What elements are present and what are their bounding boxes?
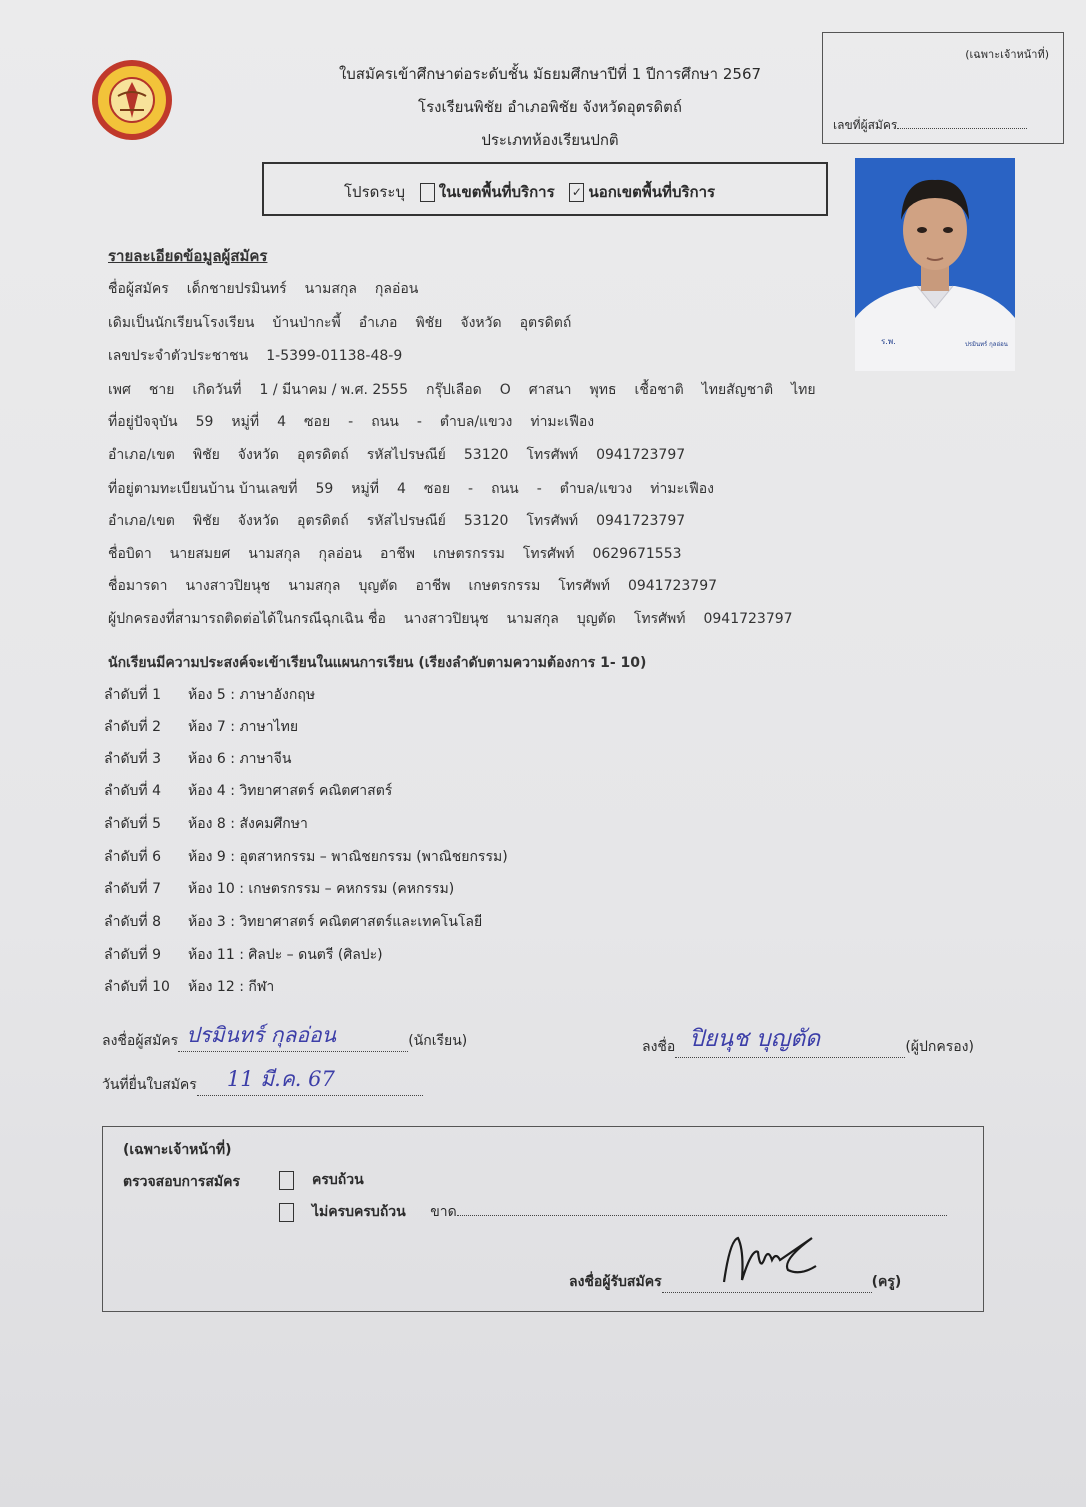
outside-area-label: นอกเขตพื้นที่บริการ: [588, 183, 716, 201]
preference-item: ลำดับที่ 8 ห้อง 3 : วิทยาศาสตร์ คณิตศาสตร์และเทคโนโลยี: [104, 914, 483, 930]
outside-area-checkbox[interactable]: ✓: [569, 183, 584, 202]
class-type: ประเภทห้องเรียนปกติ: [481, 131, 619, 149]
preference-item: ลำดับที่ 10 ห้อง 12 : กีฬา: [104, 979, 275, 995]
guardian-signature-suffix: (ผู้ปกครอง): [905, 1039, 974, 1055]
staff-use-title: (เฉพาะเจ้าหน้าที่): [123, 1142, 232, 1158]
row-personal-info: เพศ ชาย เกิดวันที่ 1 / มีนาคม / พ.ศ. 2555 กรุ๊ปเลือด O ศาสนา พุทธ เชื้อชาติ ไทยสัญชาติ ไทย: [108, 382, 816, 398]
row-mother: ชื่อมารดา นางสาวปิยนุช นามสกุล บุญตัด อาชีพ เกษตรกรรม โทรศัพท์ 0941723797: [108, 578, 718, 594]
form-title: ใบสมัครเข้าศึกษาต่อระดับชั้น มัธยมศึกษาปีที่ 1 ปีการศึกษา 2567: [338, 65, 762, 83]
school-logo: [88, 58, 176, 142]
guardian-handwritten-name: ปิยนุช บุญตัด: [689, 1026, 821, 1052]
staff-use-box: [102, 1126, 984, 1312]
applicant-handwritten-name: ปรมินทร์ กุลอ่อน: [186, 1023, 336, 1047]
receiver-signature-label: ลงชื่อผู้รับสมัคร: [569, 1274, 662, 1290]
service-area-box: [262, 162, 828, 216]
row-national-id: เลขประจำตัวประชาชน 1-5399-01138-48-9: [108, 348, 403, 364]
submission-date-field[interactable]: [102, 1067, 423, 1096]
submission-date-handwritten: 11 มี.ค. 67: [226, 1067, 335, 1091]
preferences-title: นักเรียนมีความประสงค์จะเข้าเรียนในแผนการเรียน (เรียงลำดับตามความต้องการ 1- 10): [108, 655, 647, 671]
row-current-address-1: ที่อยู่ปัจจุบัน 59 หมู่ที่ 4 ซอย - ถนน - ตำบล/แขวง ท่ามะเฟือง: [108, 414, 595, 430]
inside-area-checkbox[interactable]: [420, 183, 435, 202]
row-registered-address-2: อำเภอ/เขต พิชัย จังหวัด อุตรดิตถ์ รหัสไปรษณีย์ 53120 โทรศัพท์ 0941723797: [108, 513, 686, 529]
service-area-prompt: โปรดระบุ: [344, 183, 406, 201]
photo-badge-right: ปรมินทร์ กุลอ่อน: [965, 341, 1008, 348]
guardian-signature-label: ลงชื่อ: [642, 1039, 676, 1055]
preference-item: ลำดับที่ 6 ห้อง 9 : อุตสาหกรรม – พาณิชยกรรม (พาณิชยกรรม): [104, 849, 508, 865]
missing-field[interactable]: [457, 1215, 947, 1216]
row-registered-address-1: ที่อยู่ตามทะเบียนบ้าน บ้านเลขที่ 59 หมู่ที่ 4 ซอย - ถนน - ตำบล/แขวง ท่ามะเฟือง: [108, 481, 714, 497]
receiver-signature-suffix: (ครู): [871, 1274, 902, 1290]
row-current-address-2: อำเภอ/เขต พิชัย จังหวัด อุตรดิตถ์ รหัสไปรษณีย์ 53120 โทรศัพท์ 0941723797: [108, 447, 686, 463]
applicant-signature-suffix: (นักเรียน): [408, 1033, 468, 1049]
photo-badge-left: ร.พ.: [881, 337, 896, 346]
row-father: ชื่อบิดา นายสมยศ นามสกุล กุลอ่อน อาชีพ เกษตรกรรม โทรศัพท์ 0629671553: [108, 546, 682, 562]
complete-option[interactable]: ครบถ้วน: [279, 1169, 364, 1191]
submission-date-label: วันที่ยื่นใบสมัคร: [102, 1077, 197, 1093]
office-use-title: (เฉพาะเจ้าหน้าที่): [965, 48, 1049, 61]
preference-item: ลำดับที่ 2 ห้อง 7 : ภาษาไทย: [104, 719, 299, 735]
applicant-photo: [855, 158, 1015, 371]
complete-checkbox[interactable]: [279, 1171, 294, 1190]
applicant-section-title: รายละเอียดข้อมูลผู้สมัคร: [108, 247, 268, 265]
receiver-signature-field[interactable]: [569, 1271, 901, 1293]
missing-label: ขาด: [430, 1204, 457, 1220]
applicant-signature-label: ลงชื่อผู้สมัคร: [102, 1033, 179, 1049]
row-guardian: ผู้ปกครองที่สามารถติดต่อได้ในกรณีฉุกเฉิน ชื่อ นางสาวปิยนุช นามสกุล บุญตัด โทรศัพท์ 0941723797: [108, 611, 793, 627]
preference-item: ลำดับที่ 5 ห้อง 8 : สังคมศึกษา: [104, 816, 308, 832]
preference-item: ลำดับที่ 3 ห้อง 6 : ภาษาจีน: [104, 751, 292, 767]
inside-area-label: ในเขตพื้นที่บริการ: [438, 183, 555, 201]
preference-item: ลำดับที่ 4 ห้อง 4 : วิทยาศาสตร์ คณิตศาสตร์: [104, 783, 393, 799]
guardian-signature-field[interactable]: [642, 1026, 974, 1058]
preference-item: ลำดับที่ 9 ห้อง 11 : ศิลปะ – ดนตรี (ศิลปะ): [104, 947, 383, 963]
applicant-number-field[interactable]: [833, 116, 1027, 135]
office-use-box: [822, 32, 1064, 144]
preference-item: ลำดับที่ 7 ห้อง 10 : เกษตรกรรม – คหกรรม (คหกรรม): [104, 881, 455, 897]
row-name: ชื่อผู้สมัคร เด็กชายปรมินทร์ นามสกุล กุลอ่อน: [108, 281, 419, 297]
applicant-number-label: เลขที่ผู้สมัคร: [833, 118, 898, 132]
school-name: โรงเรียนพิชัย อำเภอพิชัย จังหวัดอุตรดิตถ์: [418, 98, 682, 116]
preference-item: ลำดับที่ 1 ห้อง 5 : ภาษาอังกฤษ: [104, 687, 316, 703]
incomplete-option[interactable]: ไม่ครบครบถ้วน ขาด: [279, 1201, 947, 1223]
row-previous-school: เดิมเป็นนักเรียนโรงเรียน บ้านป่ากะพี้ อำเภอ พิชัย จังหวัด อุตรดิตถ์: [108, 315, 572, 331]
receiver-signature-scribble: [712, 1230, 832, 1290]
applicant-signature-field[interactable]: [102, 1023, 468, 1052]
incomplete-checkbox[interactable]: [279, 1203, 294, 1222]
check-application-label: ตรวจสอบการสมัคร: [123, 1174, 241, 1190]
